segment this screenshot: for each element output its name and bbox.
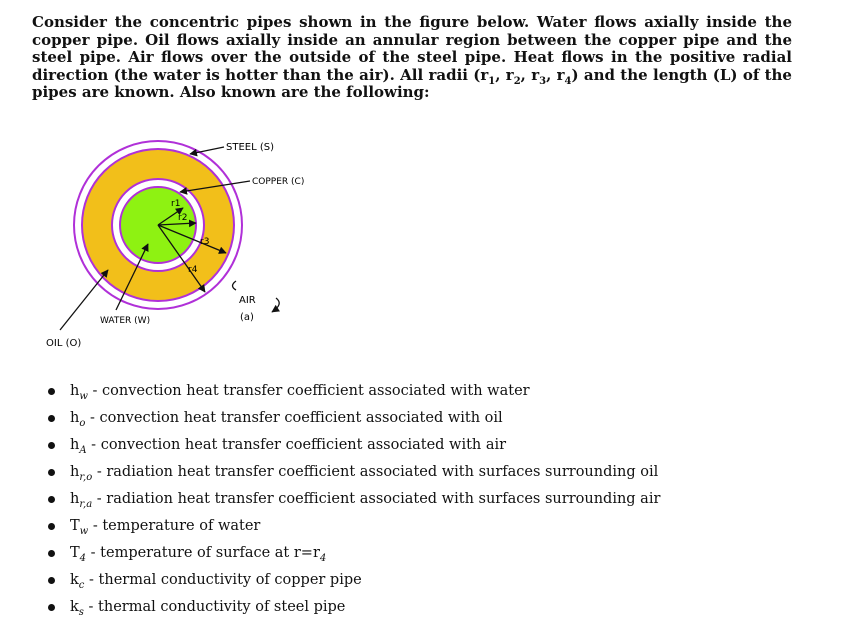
bullet [48,442,55,449]
r2-subscript: 2 [513,75,521,87]
r1-subscript: 1 [488,75,496,87]
bullet [48,469,55,476]
r4-subscript: 4 [319,552,327,564]
symbol: h [70,383,80,399]
description: - thermal conductivity of copper pipe [84,572,362,588]
intro-text-1: Consider the concentric pipes shown in the figure below. Water flows axially inside the copper pipe. Oil flows axially inside an annular region between the copper pipe and the steel pipe. Air flows over the outside of the steel pipe. Heat flows in the positive radial direction (the water is hotter than the air). All radii (r [32,13,792,84]
symbol: T [70,518,80,534]
r2-label: r2 [178,213,188,223]
r1-label: r1 [171,199,181,209]
list-item [48,405,660,432]
symbol: k [70,572,79,588]
symbol-subscript: c [78,579,85,591]
water-label: WATER (W) [100,316,151,326]
bullet [48,415,55,422]
bullet [48,496,55,503]
intro-sep-3: , r [546,65,565,84]
list-item [48,540,660,567]
list-item [48,459,660,486]
problem-statement [32,14,792,102]
r4-label: r4 [188,265,198,275]
description: - radiation heat transfer coefficient associated with surfaces surrounding air [92,491,661,507]
description: - convection heat transfer coefficient associated with oil [85,410,503,426]
air-label: AIR [239,295,256,306]
description: - convection heat transfer coefficient associated with air [86,437,507,453]
list-item [48,594,660,621]
r4-subscript: 4 [564,75,572,87]
bullet [48,523,55,530]
symbol-subscript: r,a [79,498,93,510]
bullet [48,604,55,611]
steel-label: STEEL (S) [226,142,274,153]
symbol: h [70,410,80,426]
concentric-pipes-figure [40,140,360,355]
list-item [48,378,660,405]
symbol-subscript: w [79,525,89,537]
symbol-subscript: w [79,390,88,402]
air-symbol: (a) [240,312,254,323]
intro-text-2: ) and the length (L) of the pipes are known. Also known are the following: [32,65,792,101]
description: - temperature of water [88,518,261,534]
list-item [48,486,660,513]
bullet [48,577,55,584]
air-arrow-left [233,281,237,290]
copper-label: COPPER (C) [252,177,305,187]
description: - radiation heat transfer coefficient associated with surfaces surrounding oil [92,464,659,480]
air-arrow-right [272,298,279,312]
symbol-subscript: r,o [79,471,93,483]
symbol-subscript: s [78,606,84,618]
symbol: h [70,464,80,480]
list-item [48,432,660,459]
list-item [48,567,660,594]
intro-sep-2: , r [520,65,540,84]
symbol-subscript: o [79,417,86,429]
description: - thermal conductivity of steel pipe [83,599,346,615]
symbol: h [70,491,80,507]
r3-subscript: 3 [539,75,547,87]
symbol: h [70,437,80,453]
symbol-subscript: A [79,444,87,456]
oil-label: OIL (O) [46,338,82,349]
r3-label: r3 [200,237,210,247]
known-quantities-list [48,378,660,621]
bullet [48,388,55,395]
list-item [48,513,660,540]
description: - temperature of surface at r=r [86,545,320,561]
intro-sep-1: , r [495,65,514,84]
symbol: k [70,599,79,615]
symbol: T [70,545,80,561]
description: - convection heat transfer coefficient associated with water [87,383,530,399]
bullet [48,550,55,557]
symbol-subscript: 4 [79,552,87,564]
